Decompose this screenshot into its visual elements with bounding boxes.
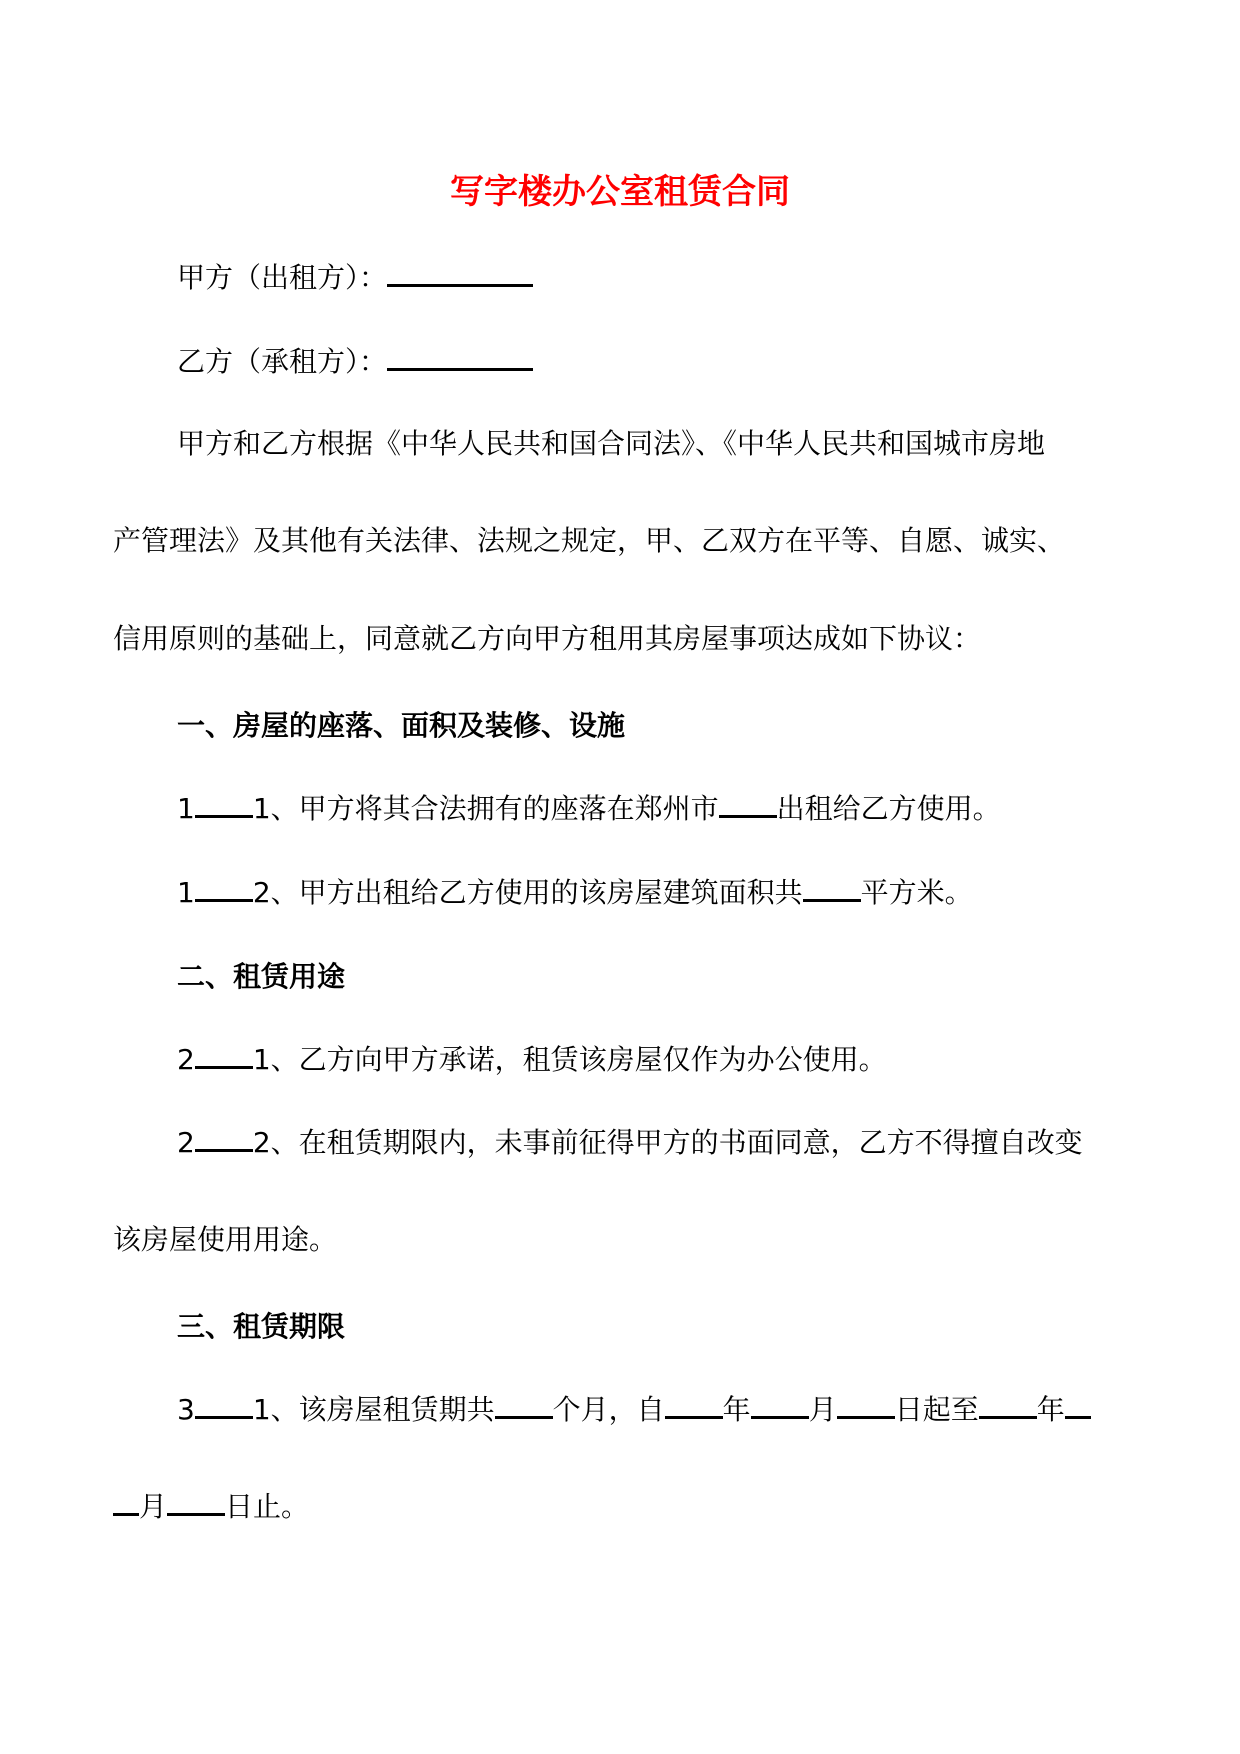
blank: [837, 1391, 895, 1419]
section-1-heading: 一、房屋的座落、面积及装修、设施: [177, 709, 626, 742]
clause-1-2-number: 1: [177, 876, 195, 909]
blank: [195, 1124, 253, 1152]
blank: [495, 1391, 553, 1419]
blank: [751, 1391, 809, 1419]
blank: [195, 1041, 253, 1069]
clause-1-1: [177, 789, 1001, 829]
blank: [195, 790, 253, 818]
blank: [113, 1488, 139, 1516]
party-a-line: [177, 258, 533, 298]
section-3-heading: 三、租赁期限: [177, 1310, 346, 1343]
blank: [665, 1391, 723, 1419]
intro-line-2: 产管理法》及其他有关法律、法规之规定，甲、乙双方在平等、自愿、诚实、: [113, 524, 1066, 557]
clause-3-1-month: 月: [808, 1393, 837, 1426]
blank: [195, 1391, 253, 1419]
clause-3-1-day-end: 日止。: [225, 1490, 310, 1523]
party-b-line: [177, 342, 533, 382]
clause-1-1-text: 1、甲方将其合法拥有的座落在郑州市: [252, 792, 719, 825]
party-a-blank: [387, 259, 533, 287]
blank: [167, 1488, 225, 1516]
document-title: 写字楼办公室租赁合同: [450, 172, 790, 212]
blank: [195, 874, 253, 902]
party-b-label: 乙方（承租方）：: [177, 345, 388, 378]
clause-1-2: [177, 873, 973, 913]
clause-2-1: [177, 1040, 887, 1080]
clause-2-1-number: 2: [177, 1043, 195, 1076]
clause-2-2: [177, 1123, 1083, 1163]
clause-1-1-text-end: 出租给乙方使用。: [776, 792, 1001, 825]
clause-3-1-month-end: 月: [139, 1490, 168, 1523]
clause-1-1-number: 1: [177, 792, 195, 825]
clause-3-1-months: 个月，自: [552, 1393, 665, 1426]
clause-3-1-text: 1、该房屋租赁期共: [252, 1393, 495, 1426]
clause-3-1-day-to: 日起至: [894, 1393, 979, 1426]
clause-2-2-text: 2、在租赁期限内，未事前征得甲方的书面同意，乙方不得擅自改变: [252, 1126, 1083, 1159]
party-b-blank: [387, 343, 533, 371]
clause-2-1-text: 1、乙方向甲方承诺，租赁该房屋仅作为办公使用。: [252, 1043, 887, 1076]
intro-line-3: 信用原则的基础上，同意就乙方向甲方租用其房屋事项达成如下协议：: [113, 622, 982, 655]
clause-1-2-text-end: 平方米。: [860, 876, 973, 909]
clause-2-2-continued: 该房屋使用用途。: [113, 1223, 338, 1256]
clause-3-1-year-end: 年: [1036, 1393, 1065, 1426]
intro-line-1: 甲方和乙方根据《中华人民共和国合同法》、《中华人民共和国城市房地: [177, 427, 1046, 460]
clause-3-1-number: 3: [177, 1393, 195, 1426]
blank: [979, 1391, 1037, 1419]
party-a-label: 甲方（出租方）：: [177, 261, 388, 294]
blank: [803, 874, 861, 902]
clause-3-1-continued: [113, 1487, 309, 1527]
clause-3-1-year: 年: [722, 1393, 751, 1426]
blank: [1065, 1391, 1091, 1419]
clause-1-2-text: 2、甲方出租给乙方使用的该房屋建筑面积共: [252, 876, 803, 909]
section-2-heading: 二、租赁用途: [177, 960, 346, 993]
clause-3-1: [177, 1390, 1091, 1430]
blank: [719, 790, 777, 818]
clause-2-2-number: 2: [177, 1126, 195, 1159]
